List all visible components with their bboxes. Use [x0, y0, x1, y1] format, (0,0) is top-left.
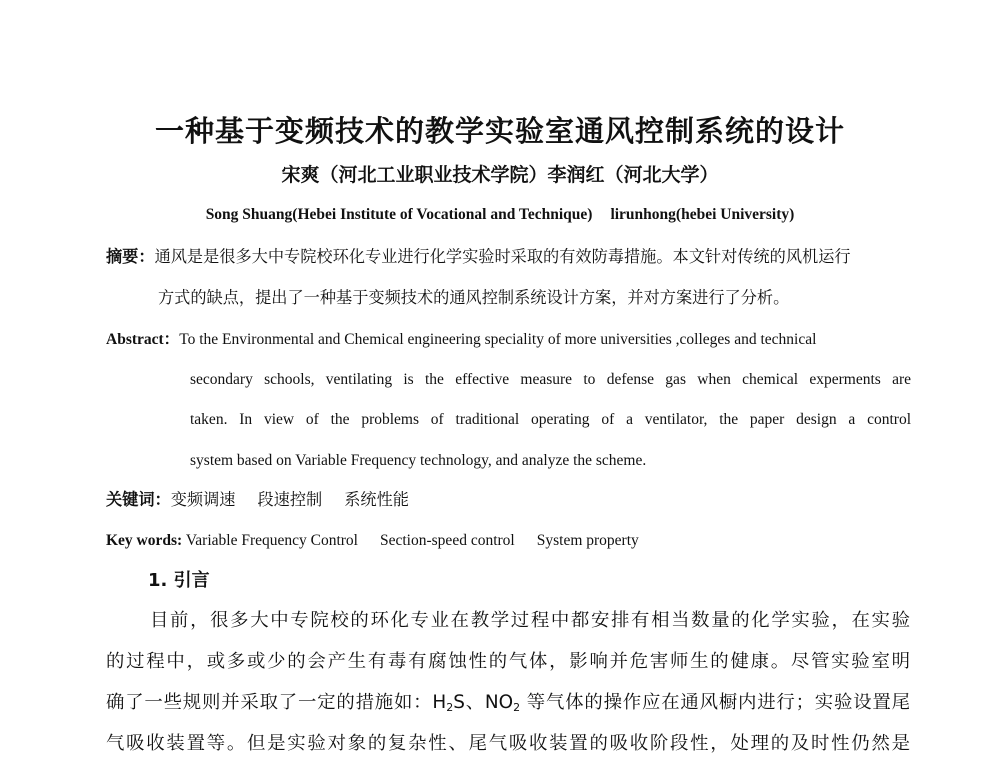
abstract-en-line-1	[106, 328, 911, 352]
paper-title: 一种基于变频技术的教学实验室通风控制系统的设计	[154, 114, 845, 148]
keyword-cn-2: 段速控制	[257, 490, 323, 509]
section-1-line-1: 目前，很多大中专院校的环化专业在教学过程中都安排有相当数量的化学实验，在实验	[150, 610, 910, 631]
section-1-heading: 1. 引言	[148, 570, 210, 591]
section-1-line-3-post: 等气体的操作应在通风橱内进行；实验设置尾	[520, 692, 910, 713]
author-english-second: lirunhong(hebei University)	[610, 206, 795, 223]
section-1-line-2: 的过程中，或多或少的会产生有毒有腐蚀性的气体，影响并危害师生的健康。尽管实验室明	[106, 651, 910, 672]
abstract-en-line-4: system based on Variable Frequency technology, and analyze the scheme.	[190, 452, 647, 469]
keyword-cn-3: 系统性能	[344, 490, 409, 509]
keyword-cn-1: 变频调速	[170, 490, 236, 509]
abstract-en-line-3: taken. In view of the problems of traditional operating of a ventilator, the paper design a control	[190, 411, 911, 428]
formula-h2s: $H_2S$、	[432, 692, 485, 714]
section-1-line-4: 气吸收装置等。但是实验对象的复杂性、尾气吸收装置的吸收阶段性，处理的及时性仍然是	[106, 733, 910, 754]
author-english-first: Song Shuang(Hebei Institute of Vocational and Technique)	[205, 206, 593, 223]
keywords-en-label: Key words:	[106, 532, 183, 549]
section-1-line-3-pre: 确了一些规则并采取了一定的措施如：	[106, 692, 433, 713]
abstract-en-text-1: To the Environmental and Chemical engineering speciality of more universities ,colleges and technical	[179, 331, 817, 348]
abstract-en-line-2: secondary schools, ventilating is the effective measure to defense gas when chemical experments are	[190, 371, 911, 388]
keyword-en-3: System property	[536, 532, 639, 549]
keywords-cn-label: 关键词：	[106, 490, 171, 509]
abstract-en-label: Abstract：	[106, 331, 180, 348]
keyword-en-2: Section-speed control	[380, 532, 515, 549]
formula-no2: $NO_2$	[484, 692, 521, 714]
keywords-en	[106, 529, 639, 553]
abstract-cn-label: 摘要：	[106, 247, 155, 266]
abstract-cn-text-1: 通风是是很多大中专院校环化专业进行化学实验时采取的有效防毒措施。本文针对传统的风机运行	[154, 247, 851, 266]
authors-chinese: 宋爽（河北工业职业技术学院）李润红（河北大学）	[281, 164, 719, 186]
authors-english	[0, 204, 1000, 226]
section-1-line-3	[106, 690, 910, 716]
keyword-en-1: Variable Frequency Control	[185, 532, 358, 549]
keywords-cn	[106, 488, 409, 512]
abstract-cn-line-2: 方式的缺点，提出了一种基于变频技术的通风控制系统设计方案，并对方案进行了分析。	[158, 288, 790, 307]
abstract-cn-line-1	[106, 245, 851, 269]
